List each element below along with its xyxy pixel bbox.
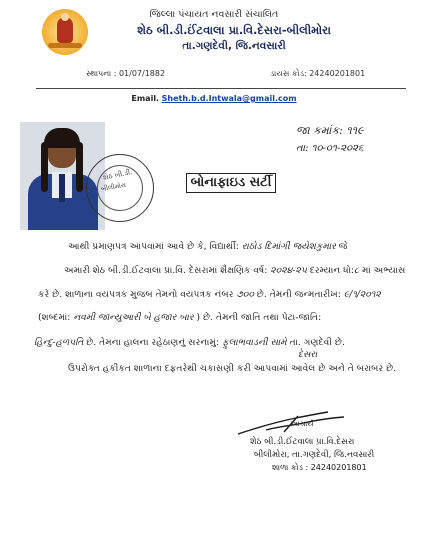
body-line-5 <box>34 337 345 348</box>
caste: હિન્દુ-હળપતિ <box>34 337 84 348</box>
body-line-1 <box>68 241 347 252</box>
body-line-2 <box>64 265 405 276</box>
district-line: જિલ્લા પંચાયત નવસારી સંચાલિત <box>149 9 279 20</box>
issue-date: તા: ૧૦-૦૧-૨૦૨૬ <box>296 143 364 154</box>
body-line-6: ઉપરોક્ત હકીકત શાળાના દફતરેથી ચકાસણી કરી આપવામાં આવેલ છે અને તે બરાબર છે. <box>68 363 397 374</box>
school-place: તા.ગણદેવી, જિ.નવસારી <box>182 40 286 52</box>
dise-code: ડાયસ કોડ: 24240201801 <box>270 69 366 78</box>
email-label: Email. <box>131 94 160 103</box>
dispatch-number: જા કમાંક: ૧૧૯ <box>296 124 364 137</box>
body-text: અમારી શેઠ બી.ડી.ઈંટવાલા પ્રા.વિ. દેસરામાં શૈક્ષણિક વર્ષ: <box>64 265 271 276</box>
stamp-text-1: શેઠ બી.ડી. <box>102 168 134 183</box>
body-text: છે. તેમના હાલના રહેઠાણનું સરનામું: <box>86 337 220 348</box>
email-link[interactable]: Sheth.b.d.Intwala@gmail.com <box>161 94 297 103</box>
signatory-place: બીલીમોરા, તા.ગણદેવી, જિ.નવસારી <box>254 450 375 460</box>
school-name: શેઠ બી.ડી.ઈંટવાલા પ્રા.વિ.દેસરા-બીલીમોરા <box>137 23 331 37</box>
established-date: સ્થાપના : 01/07/1882 <box>86 69 166 78</box>
gr-number: ૭૦૦ <box>236 289 254 300</box>
student-name: રાઠોડ દિમાંગી જયેશકુમાર <box>241 241 336 252</box>
email-line <box>0 94 428 103</box>
signatory-code: શાળા કોડ : 24240201801 <box>272 463 367 472</box>
body-text: તા. ગણદેવી છે. <box>289 337 345 348</box>
school-stamp <box>86 154 154 222</box>
address-village: દેસરા <box>298 350 318 360</box>
body-text: છે. તેમની જન્મતારીખ: <box>256 289 341 300</box>
body-text: માં અભ્યાસ <box>362 265 406 276</box>
academic-year: ૨૦૨૪-૨૫ <box>270 265 307 276</box>
stamp-text-2: બીલીમોરા <box>100 180 127 194</box>
body-text: ) છે. તેમની જાતિ તથા પેટા-જાતિ: <box>196 312 322 323</box>
certificate-title: બોનાફાઇડ સર્ટી <box>186 173 276 193</box>
body-text: જે <box>338 241 348 252</box>
body-text: આથી પ્રમાણપત્ર આપવામાં આવે છે કે, વિદ્યાર્થી: <box>68 241 239 252</box>
body-line-4 <box>38 312 321 323</box>
signatory-school: શેઠ બી.ડી.ઈંટવાલા પ્રા.વિ.દેસરા <box>250 437 355 447</box>
body-text: દરમ્યાન ધો: <box>309 265 355 276</box>
date-of-birth: ૯/૧/૨૦૧૨ <box>343 289 381 300</box>
signatory-role: આચાર્ય <box>290 419 314 428</box>
body-text: (શબ્દમાં: <box>38 312 71 323</box>
standard: ૮ <box>354 265 360 276</box>
address: ફુલાભવાડની સામે <box>221 337 287 348</box>
header-divider <box>36 88 406 89</box>
body-text: કરે છે. શાળાના વયપત્રક મુજબ તેમનો વયપત્રક નંબર <box>38 289 234 300</box>
dob-in-words: નવમી જાન્યુઆરી બે હજાર બાર <box>73 312 194 323</box>
body-line-3 <box>38 289 381 300</box>
